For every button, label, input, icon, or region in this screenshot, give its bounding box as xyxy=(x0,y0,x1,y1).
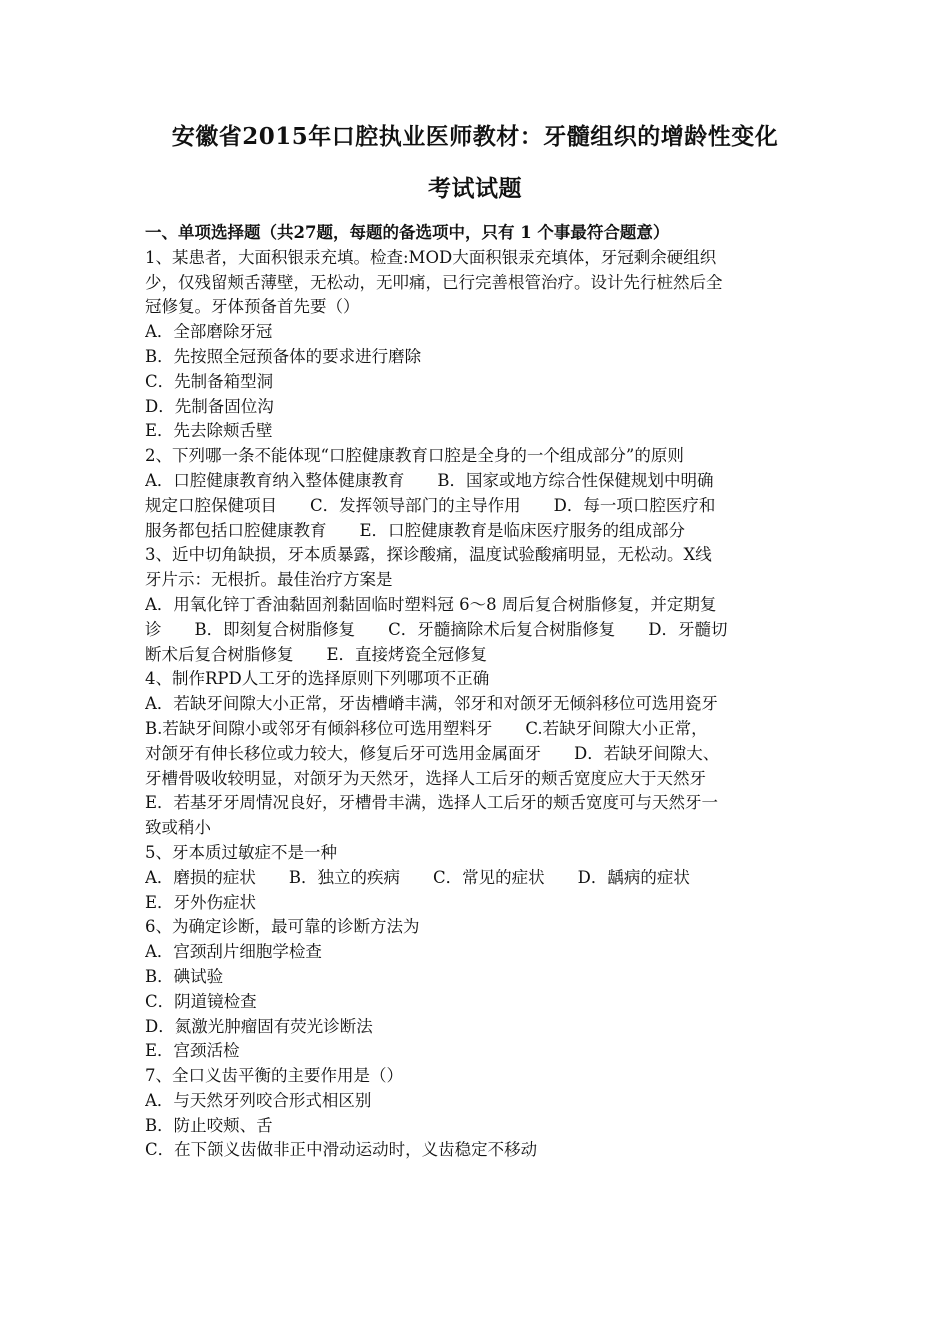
question-7-option: A．与天然牙列咬合形式相区别 xyxy=(145,1090,372,1110)
question-6-option: C．阴道镜检查 xyxy=(145,991,257,1011)
question-7-option: B．防止咬颊、舌 xyxy=(145,1115,273,1135)
question-7-option: C．在下颌义齿做非正中滑动运动时，义齿稳定不移动 xyxy=(145,1140,538,1160)
question-2-options: 规定口腔保健项目 C．发挥领导部门的主导作用 D．每一项口腔医疗和 xyxy=(145,495,716,515)
question-6-option: B．碘试验 xyxy=(145,966,224,986)
question-1-option: D．先制备固位沟 xyxy=(145,396,274,416)
question-1-stem: 少，仅残留颊舌薄壁，无松动，无叩痛，已行完善根管治疗。设计先行桩然后全 xyxy=(145,272,723,292)
question-6-option: A．宫颈刮片细胞学检查 xyxy=(145,942,322,962)
document-body xyxy=(145,221,825,1163)
question-2-options: A．口腔健康教育纳入整体健康教育 B．国家或地方综合性保健规划中明确 xyxy=(145,470,714,490)
question-5-options: E．牙外伤症状 xyxy=(145,892,257,912)
question-1-stem: 冠修复。牙体预备首先要（） xyxy=(145,297,360,317)
question-6-stem: 6、为确定诊断，最可靠的诊断方法为 xyxy=(145,917,420,937)
question-2-options: 服务都包括口腔健康教育 E．口腔健康教育是临床医疗服务的组成部分 xyxy=(145,520,686,540)
question-3-stem: 牙片示：无根折。最佳治疗方案是 xyxy=(145,570,393,590)
question-3-stem: 3、近中切角缺损，牙本质暴露，探诊酸痛，温度试验酸痛明显，无松动。X线 xyxy=(145,545,712,565)
question-4-stem: 4、制作RPD人工牙的选择原则下列哪项不正确 xyxy=(145,669,490,689)
question-2-stem: 2、下列哪一条不能体现“口腔健康教育口腔是全身的一个组成部分”的原则 xyxy=(145,446,684,466)
question-4-options: A．若缺牙间隙大小正常，牙齿槽嵴丰满，邻牙和对颌牙无倾斜移位可选用瓷牙 xyxy=(145,694,718,714)
question-3-options: 诊 B．即刻复合树脂修复 C．牙髓摘除术后复合树脂修复 D．牙髓切 xyxy=(145,619,728,639)
question-7-stem: 7、全口义齿平衡的主要作用是（） xyxy=(145,1066,403,1086)
question-6-option: E．宫颈活检 xyxy=(145,1041,240,1061)
question-1-option: A．全部磨除牙冠 xyxy=(145,322,273,342)
section-heading: 一、单项选择题（共27题，每题的备选项中，只有 1 个事最符合题意） xyxy=(145,223,670,242)
question-5-options: A．磨损的症状 B．独立的疾病 C．常见的症状 D．龋病的症状 xyxy=(145,867,690,887)
question-1-option: E．先去除颊舌壁 xyxy=(145,421,273,441)
question-6-option: D．氮激光肿瘤固有荧光诊断法 xyxy=(145,1016,373,1036)
question-1-option: C．先制备箱型洞 xyxy=(145,371,274,391)
question-4-options: E．若基牙牙周情况良好，牙槽骨丰满，选择人工后牙的颊舌宽度可与天然牙一 xyxy=(145,793,719,813)
question-4-options: 致或稍小 xyxy=(145,818,211,838)
question-4-options: B.若缺牙间隙小或邻牙有倾斜移位可选用塑料牙 C.若缺牙间隙大小正常， xyxy=(145,718,708,738)
question-3-options: 断术后复合树脂修复 E．直接烤瓷全冠修复 xyxy=(145,644,488,664)
question-1-option: B．先按照全冠预备体的要求进行磨除 xyxy=(145,346,422,366)
question-1-stem: 1、某患者，大面积银汞充填。检查:MOD大面积银汞充填体，牙冠剩余硬组织 xyxy=(145,247,717,267)
document-title: 安徽省2015年口腔执业医师教材：牙髓组织的增龄性变化 xyxy=(171,123,779,150)
question-4-options: 对颌牙有伸长移位或力较大，修复后牙可选用金属面牙 D．若缺牙间隙大、 xyxy=(145,743,720,763)
question-3-options: A．用氧化锌丁香油黏固剂黏固临时塑料冠 6～8 周后复合树脂修复，并定期复 xyxy=(145,594,717,614)
question-4-options: 牙槽骨吸收较明显，对颌牙为天然牙，选择人工后牙的颊舌宽度应大于天然牙 xyxy=(145,768,706,788)
document-title-continued: 考试试题 xyxy=(428,175,522,202)
question-5-stem: 5、牙本质过敏症不是一种 xyxy=(145,842,337,862)
